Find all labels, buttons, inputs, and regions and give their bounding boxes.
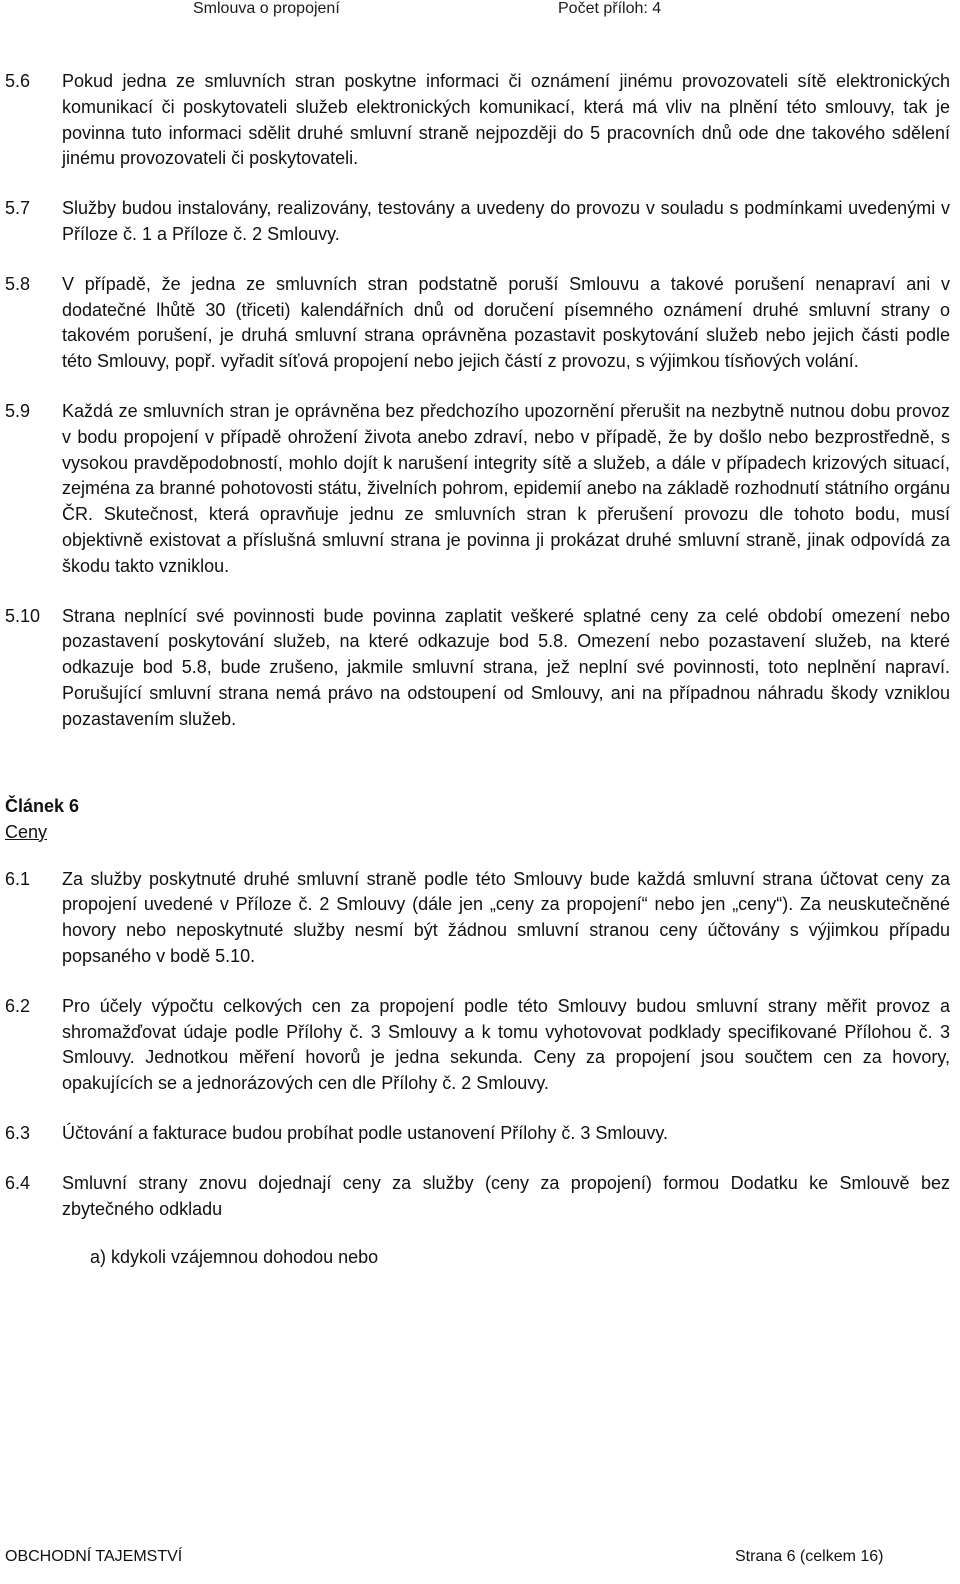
section-text: Smluvní strany znovu dojednají ceny za služby (ceny za propojení) formou Dodatku ke Smlouvě bez zbytečného odkladu: [62, 1172, 950, 1219]
article-heading: [5, 793, 950, 845]
section-text: Účtování a fakturace budou probíhat podle ustanovení Přílohy č. 3 Smlouvy.: [62, 1122, 669, 1143]
section-number: 6.4: [5, 1172, 31, 1193]
article-subtitle: Ceny: [5, 821, 48, 842]
section-5-9: [5, 399, 950, 580]
section-number: 6.3: [5, 1122, 31, 1143]
page-number: Strana 6 (celkem 16): [735, 1548, 884, 1565]
document-body: [5, 69, 950, 1270]
section-text: Strana neplnící své povinnosti bude povinna zaplatit veškeré splatné ceny za celé období omezení nebo pozastavení poskytování služeb, na které odkazuje bod 5.8. Omezení nebo pozastavení služeb, na které odkazuje bod 5.8, bude zrušeno, jakmile smluvní strana, jež neplní své povinnosti, toto neplnění napraví. Porušující smluvní strana nemá právo na odstoupení od Smlouvy, ani na případnou náhradu škody vzniklou pozastavením služeb.: [62, 605, 950, 729]
section-text: Služby budou instalovány, realizovány, testovány a uvedeny do provozu v souladu s podmínkami uvedenými v Příloze č. 1 a Příloze č. 2 Smlouvy.: [62, 198, 950, 244]
section-number: 5.7: [5, 198, 31, 219]
section-text: Za služby poskytnuté druhé smluvní straně podle této Smlouvy bude každá smluvní strana účtovat ceny za propojení uvedené v Příloze č. 2 Smlouvy (dále jen „ceny za propojení“ nebo jen „ceny“). Za neuskutečněné hovory nebo neposkytnuté služby nesmí být žádnou smluvní stranou ceny účtovány s výjimkou případu popsaného v bodě 5.10.: [62, 868, 950, 966]
section-5-8: [5, 272, 950, 375]
section-number: 5.9: [5, 400, 31, 421]
confidential-label: OBCHODNÍ TAJEMSTVÍ: [5, 1548, 183, 1565]
section-text: Každá ze smluvních stran je oprávněna bez předchozího upozornění přerušit na nezbytně nutnou dobu provoz v bodu propojení v případě ohrožení života anebo zdraví, nebo v případě, že by došlo nebo bezprostředně, s vysokou pravděpodobností, mohlo dojít k narušení integrity sítě a služeb, a dále v případech krizových situací, zejména za branné pohotovosti státu, živelních pohrom, epidemií anebo na základě rozhodnutí státního orgánu ČR. Skutečnost, která opravňuje jednu ze smluvních stran k přerušení provozu dle tohoto bodu, musí objektivně existovat a příslušná smluvní strana je povinna ji prokázat druhé smluvní straně, jinak odpovídá za škodu takto vzniklou.: [62, 400, 950, 576]
article-title: Článek 6: [5, 795, 80, 816]
section-number: 6.2: [5, 995, 31, 1016]
document-title: Smlouva o propojení: [193, 0, 340, 17]
section-6-2: [5, 994, 950, 1097]
section-6-1: [5, 867, 950, 970]
page-footer: [0, 1548, 960, 1576]
section-number: 5.6: [5, 71, 31, 91]
section-5-6: [5, 69, 950, 172]
section-5-7: [5, 196, 950, 248]
section-text: V případě, že jedna ze smluvních stran podstatně poruší Smlouvu a takové porušení nenapraví ani v dodatečné lhůtě 30 (třiceti) kalendářních dnů od doručení písemného oznámení druhé smluvní strany o takovém porušení, je druhá smluvní strana oprávněna pozastavit poskytování služeb nebo jejich části podle této Smlouvy, popř. vyřadit síťová propojení nebo jejich částí z provozu, s výjimkou tísňových volání.: [62, 273, 950, 372]
section-number: 5.8: [5, 273, 31, 294]
section-6-3: [5, 1121, 950, 1147]
list-item: a) kdykoli vzájemnou dohodou nebo: [90, 1247, 379, 1268]
section-6-4: [5, 1171, 950, 1223]
section-text: Pokud jedna ze smluvních stran poskytne informaci či oznámení jinému provozovateli sítě elektronických komunikací či poskytovateli služeb elektronických komunikací, která má vliv na plnění této smlouvy, tak je povinna tuto informaci sdělit druhé smluvní straně nejpozději do 5 pracovních dnů ode dne takového sdělení jinému provozovateli či poskytovateli.: [62, 71, 950, 169]
section-number: 5.10: [5, 605, 41, 626]
section-number: 6.1: [5, 868, 31, 889]
attachment-count: Počet příloh: 4: [558, 0, 662, 17]
section-5-10: [5, 604, 950, 733]
page-header: [0, 0, 960, 22]
section-text: Pro účely výpočtu celkových cen za propojení podle této Smlouvy budou smluvní strany měřit provoz a shromažďovat údaje podle Přílohy č. 3 Smlouvy a k tomu vyhotovovat podklady specifikované Přílohou č. 3 Smlouvy. Jednotkou měření hovorů je jedna sekunda. Ceny za propojení jsou součtem cen za hovory, opakujících se a jednorázových cen dle Přílohy č. 2 Smlouvy.: [62, 995, 950, 1094]
